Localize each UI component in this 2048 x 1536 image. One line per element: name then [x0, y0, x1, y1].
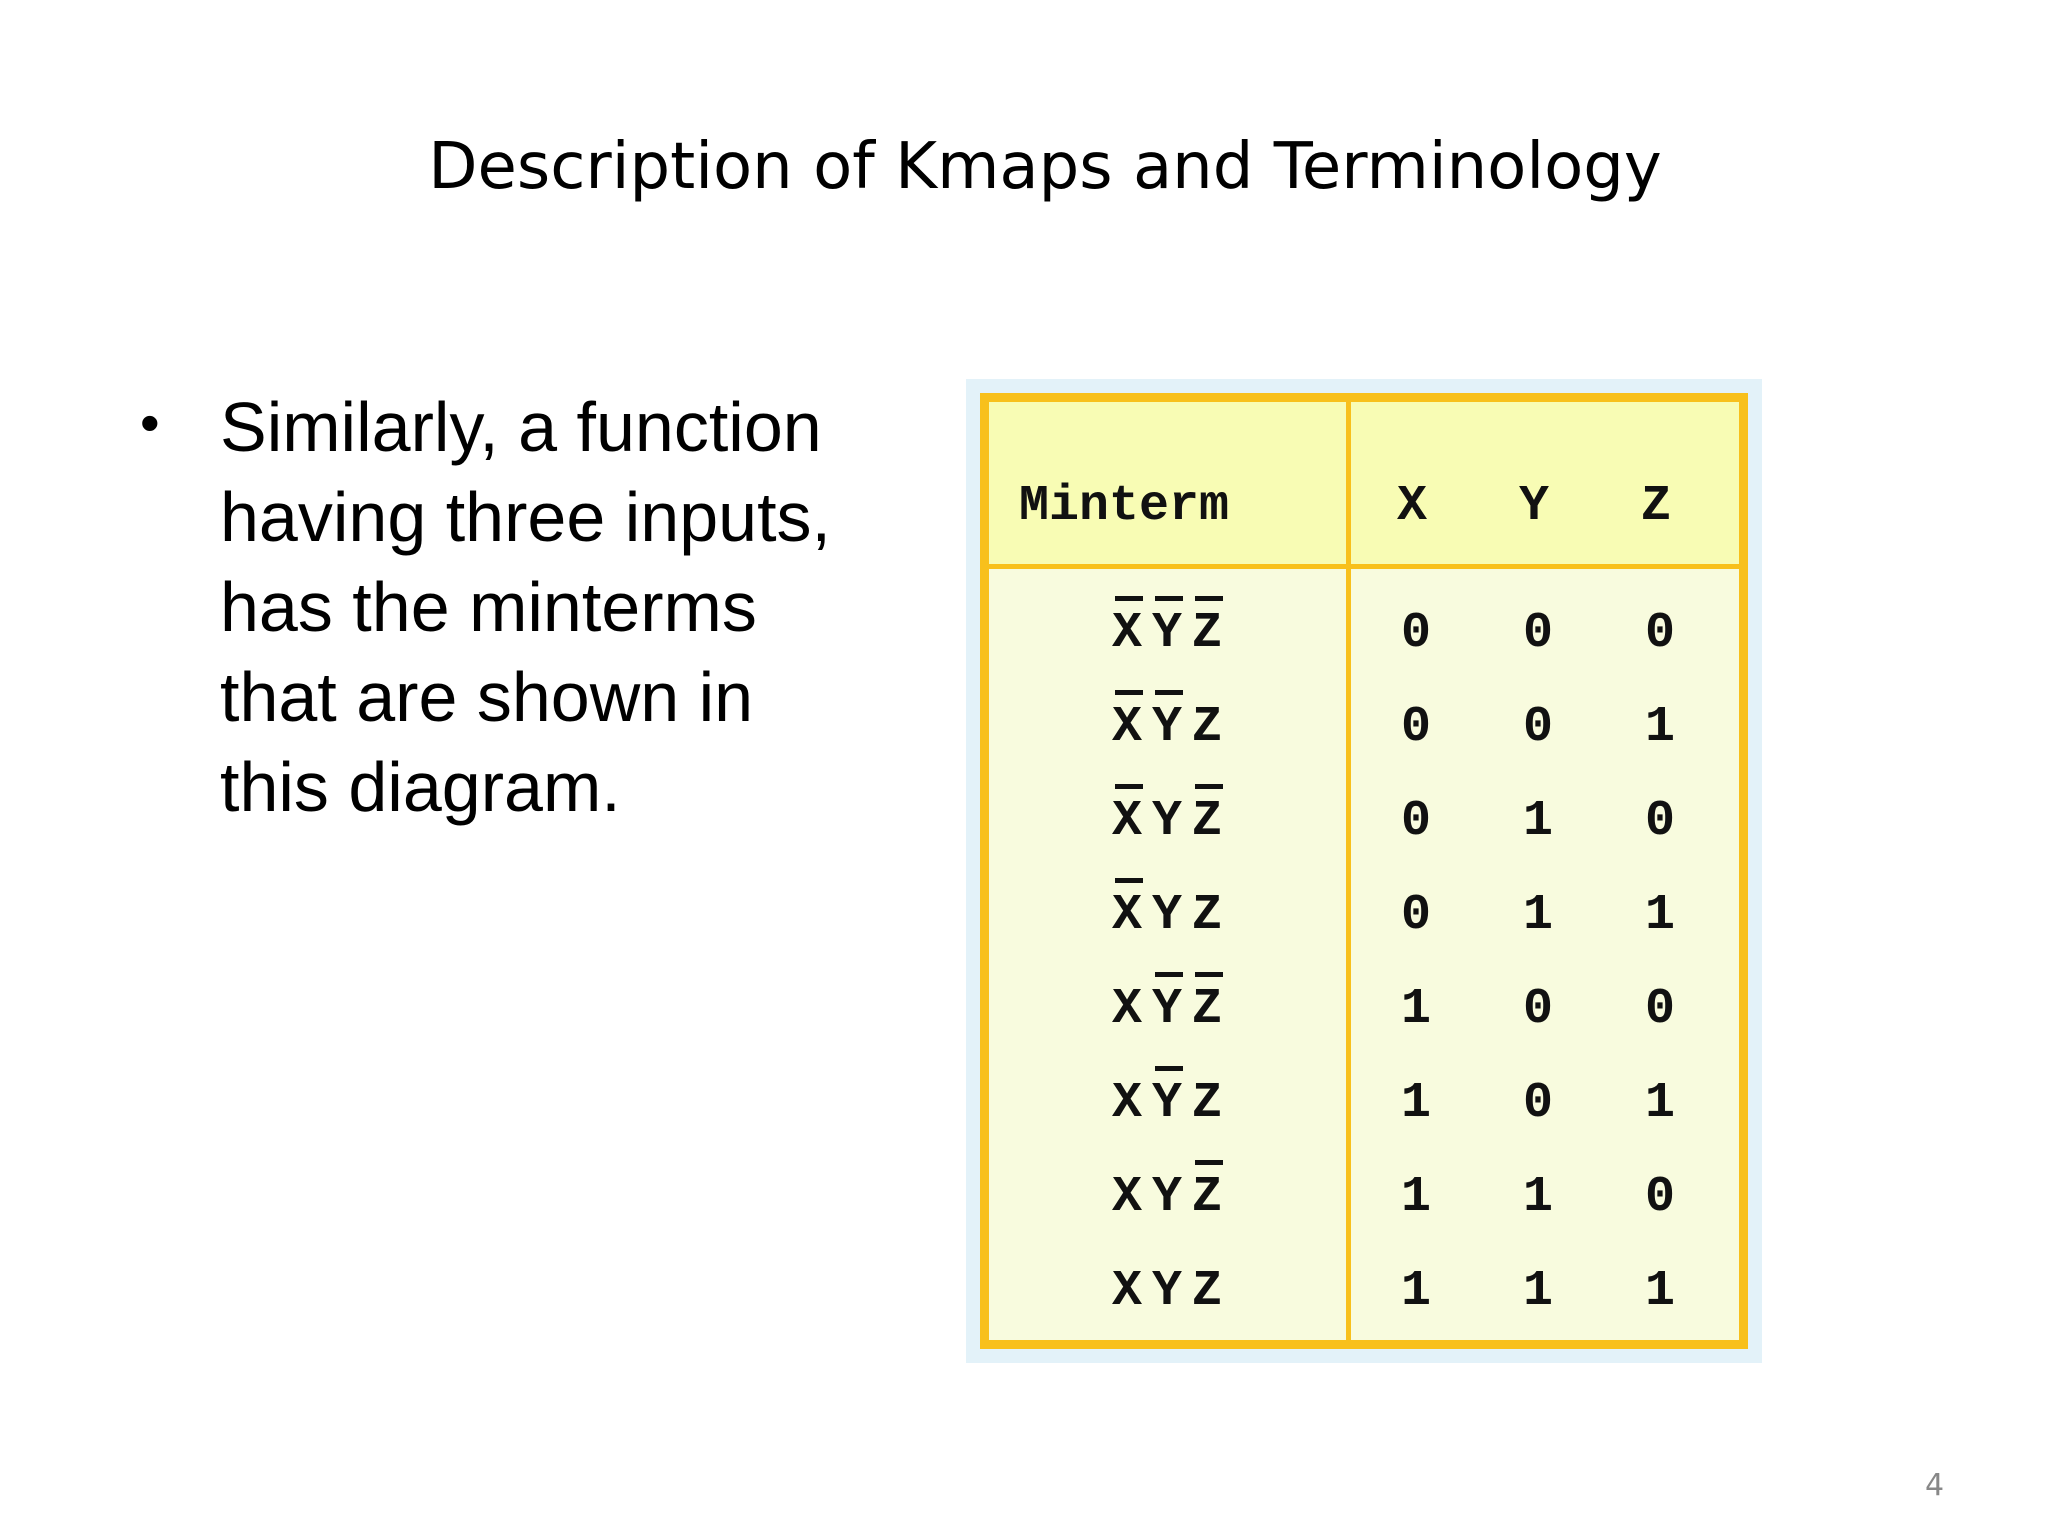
literal: Z — [1191, 887, 1226, 944]
minterm-expression — [1109, 887, 1229, 944]
bit-y: 1 — [1523, 1169, 1554, 1226]
table-row — [989, 859, 1739, 949]
literal: Y — [1151, 793, 1186, 850]
table-row — [989, 1141, 1739, 1231]
slide-title: Description of Kmaps and Terminology — [428, 130, 1662, 204]
bit-y: 1 — [1523, 1263, 1554, 1320]
header-x: X — [1397, 478, 1428, 535]
page-number: 4 — [1925, 1468, 1945, 1503]
bit-y: 1 — [1523, 887, 1554, 944]
negated-literal: Y — [1149, 703, 1189, 753]
literal: Y — [1151, 887, 1186, 944]
bit-x: 1 — [1401, 1263, 1432, 1320]
bit-y: 0 — [1523, 699, 1554, 756]
literal: X — [1111, 1075, 1146, 1132]
negated-literal: Z — [1189, 1173, 1229, 1223]
bit-x: 0 — [1401, 605, 1432, 662]
header-minterm: Minterm — [1019, 478, 1230, 535]
bit-x: 1 — [1401, 1169, 1432, 1226]
negated-literal: Y — [1149, 1079, 1189, 1129]
bit-y: 0 — [1523, 981, 1554, 1038]
header-z: Z — [1641, 478, 1672, 535]
table-row — [989, 1235, 1739, 1325]
minterm-table-frame — [966, 379, 1762, 1363]
bit-z: 0 — [1645, 981, 1676, 1038]
table-row — [989, 765, 1739, 855]
minterm-expression — [1109, 1075, 1229, 1132]
bit-z: 1 — [1645, 1263, 1676, 1320]
bit-z: 0 — [1645, 1169, 1676, 1226]
table-row — [989, 1047, 1739, 1137]
bit-z: 0 — [1645, 605, 1676, 662]
minterm-expression — [1109, 605, 1229, 662]
minterm-table — [980, 393, 1748, 1349]
minterm-expression — [1109, 981, 1229, 1038]
literal: X — [1111, 1169, 1146, 1226]
minterm-expression — [1109, 699, 1229, 756]
literal: Z — [1191, 699, 1226, 756]
table-header — [989, 402, 1739, 569]
bullet-text: Similarly, a function having three inputs, has the minterms that are shown in this diagram. — [220, 388, 831, 826]
negated-literal: Z — [1189, 609, 1229, 659]
table-row — [989, 577, 1739, 667]
bit-z: 1 — [1645, 887, 1676, 944]
header-y: Y — [1519, 478, 1550, 535]
bit-y: 0 — [1523, 1075, 1554, 1132]
minterm-expression — [1109, 1169, 1229, 1226]
negated-literal: X — [1109, 891, 1149, 941]
table-row — [989, 953, 1739, 1043]
bit-x: 0 — [1401, 699, 1432, 756]
bit-x: 1 — [1401, 981, 1432, 1038]
negated-literal: X — [1109, 703, 1149, 753]
literal: Y — [1151, 1263, 1186, 1320]
bullet-dot-icon: • — [140, 391, 160, 454]
bit-z: 1 — [1645, 699, 1676, 756]
literal: Z — [1191, 1263, 1226, 1320]
bullet-list — [140, 382, 900, 832]
negated-literal: X — [1109, 797, 1149, 847]
bit-x: 1 — [1401, 1075, 1432, 1132]
negated-literal: Z — [1189, 985, 1229, 1035]
negated-literal: Z — [1189, 797, 1229, 847]
bit-y: 1 — [1523, 793, 1554, 850]
bit-z: 0 — [1645, 793, 1676, 850]
minterm-expression — [1109, 1263, 1229, 1320]
bit-z: 1 — [1645, 1075, 1676, 1132]
negated-literal: Y — [1149, 985, 1189, 1035]
bit-y: 0 — [1523, 605, 1554, 662]
literal: X — [1111, 1263, 1146, 1320]
table-row — [989, 671, 1739, 761]
literal: X — [1111, 981, 1146, 1038]
literal: Y — [1151, 1169, 1186, 1226]
negated-literal: Y — [1149, 609, 1189, 659]
bit-x: 0 — [1401, 887, 1432, 944]
literal: Z — [1191, 1075, 1226, 1132]
minterm-expression — [1109, 793, 1229, 850]
negated-literal: X — [1109, 609, 1149, 659]
bit-x: 0 — [1401, 793, 1432, 850]
